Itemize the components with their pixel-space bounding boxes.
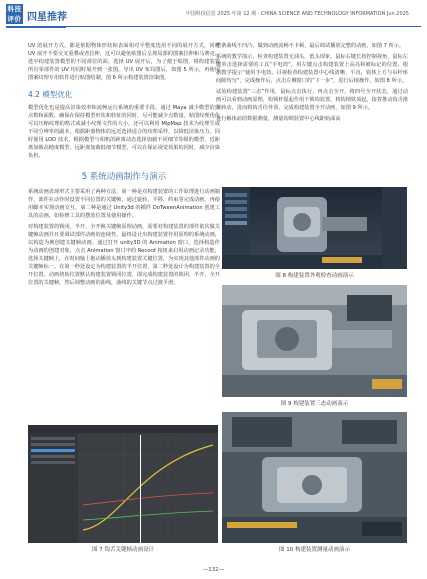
figure-7-caption: 图 7 钩舌关键帧动画设计: [92, 547, 154, 553]
figure-8: [222, 187, 407, 279]
paragraph: UV 的展开方式。都是依据物体形状和表面相对平整度选用不同的展开方式，同时 UV 展开不要交叉重叠或者拉伸，这可以避免贴图后呈现局部的图案拉伸和马赛克。选中构建装置模型的不同部位的面，选择 UV 展开后，为了便于贴图，将构建装置所有零部件的 UV 均同时展开到一张图，导出 UV 布局图后，如图 5 所示，再使用图案纹理专用软件进行贴图绘制，图 6 所示构建装置渲染图。: [28, 43, 220, 81]
figure-10-caption: 图 10 构建装置测量动画演示: [279, 547, 350, 553]
left-column: [28, 42, 220, 290]
figure-10: [222, 412, 407, 553]
logo-line1: 科技: [7, 5, 22, 13]
figure-7-image: [28, 425, 218, 543]
paragraph: 进行解体前的数据测量，测量钩锁装置中心线距轨面高: [216, 116, 341, 122]
figure-7: [28, 425, 218, 553]
header-rule: [6, 26, 421, 27]
logo-line2: 评价: [7, 15, 22, 23]
page-number: —132—: [202, 567, 225, 573]
section-tag: 四星推荐: [27, 12, 67, 23]
figure-9: [222, 285, 407, 407]
figure-8-image: [222, 187, 407, 269]
paragraph: 系统动画表现形式主要采用了两种方法，第一种是对构建装置的工作原理进行动画制作，部件在动作时设置不同位置的关键帧，通过旋转、平移，约束等完成动画，再使用脚本实现动画交互。第二种是通过 Unity3d 的插件 DoTweenAnimation 创建工具的动画，如检修工具的摆放位置及使用操作。: [28, 189, 220, 219]
paragraph: 对构建装置的锁闭、半开、全开换关键帧原理动画，需要对构建装置的部件依次做关键帧动画并且要调试部件动画的连续性。最终设计出构建装置作用原理的系统动画，以构造为例创建关键帧动画。通过打开 unity3D 的 Animation 窗口，选择构造作为动画的创建对象，点击 Animation 窗口中的 Record 按钮来启用动画记录功能，选择关键帧上，在时间轴上拖动播放头到构建装置关键位置，为实现其他部件动画的关键帧标一。在第一秒处设定为构建装置的半开位置，第二秒处设计为构建装置的全开位置。动画初始位置默认构建装置锁闭位置，即完成构建装置的锁闭、半开、全开位置的关键帧，然后调整动画的曲线，曲线的关键节点过渡平滑，: [28, 224, 220, 286]
subsection-heading: 4.2 模型优化: [28, 90, 73, 99]
header-rule-accent: [6, 26, 66, 28]
right-column: [216, 42, 408, 126]
page-header: [0, 0, 427, 30]
paragraph: 试验构建装置“三态”作用，鼠标点击执行，再点击全开，将四号全开状态，通过动画可以看到动画原理，钩锁杆提起作用下锁钩装置，将钩锁铁顶起，接着推动钩舌推块转动，进而将钩舌往外顶，完成构建装置全开动画，如图 9 所示。: [216, 89, 408, 111]
figure-10-image: [222, 412, 407, 543]
journal-logo: [6, 4, 23, 24]
figure-9-caption: 图 9 构建装置三态动画演示: [280, 401, 349, 407]
journal-info: 中国科技信息 2025 年第 12 期 · CHINA SCIENCE AND TECHNOLOGY INFORMATION Jun.2025: [185, 11, 409, 17]
figure-8-caption: 图 8 构建装置外观检查动画演示: [275, 273, 354, 279]
paragraph: 模型优化也是提高渲染效率和流畅运行系统的重要手段。通过 Maya 减少模型的顶点数和面数，确保在保持模型形状和特征的同时，尽可能减少点数量。贴图纹理优化可以压缩纹理的格式或减小纹理文件的大小。还可以利用 MipMap 技术为纹理生成不同分辨率的副本，根据距离物体的远近选择适合的纹理采样，以降低渲染压力。同时使用 LOD 技术，根据模型与相机的距离动态选择加载不同细节等级的模型，近距离加载高精度模型，远距离加载低细节模型，可以在保证视觉效果的同时，减少渲染负担。: [28, 105, 220, 159]
paragraph: 系统的教学演示，检查构建装置无油头、低头现象，鼠标右键长按控制视角，鼠标左键单击选择需要的工具“手电筒”，用左键点击构建装置上高亮和被标记的位置，根据教学提示“使用手电筒，目视检查构建装置中心线清晰、平直，钩体上方与吊杆座间隙均匀”，完成操作后，点击左侧窗口的“下一步”，进行后续操作，如图 8 所示。: [216, 54, 408, 84]
paragraph: 整条曲线不凹凸，做到动画流畅不卡顿，最后调试播放完整的动画，如图 7 所示。: [216, 43, 405, 49]
figure-9-image: [222, 285, 407, 397]
section-heading: 5 系统动画制作与演示: [81, 172, 167, 182]
